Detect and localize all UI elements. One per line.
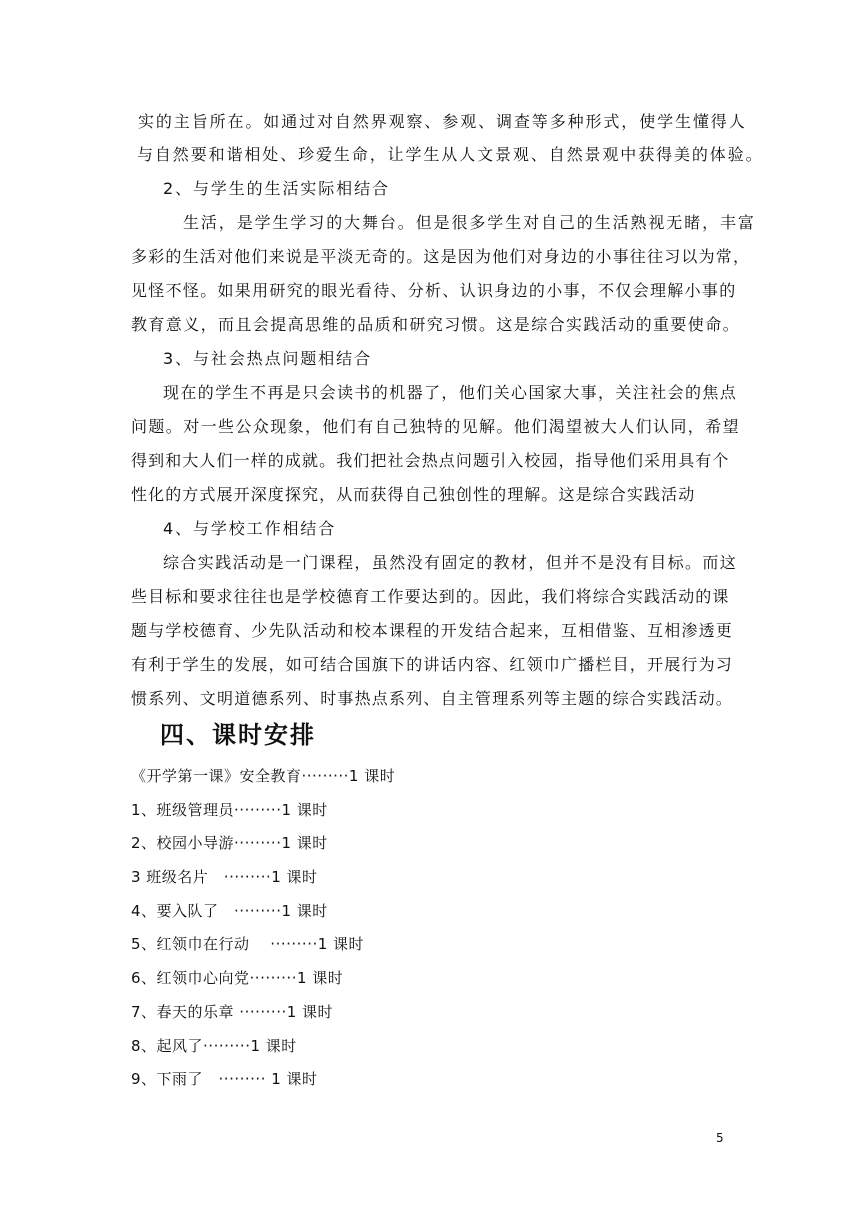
body-line-1: 实的主旨所在。如通过对自然界观察、参观、调查等多种形式，使学生懂得人	[138, 112, 747, 131]
schedule-item-0: 《开学第一课》安全教育·········1 课时	[131, 767, 396, 785]
body-line-9: 现在的学生不再是只会读书的机器了，他们关心国家大事，关注社会的焦点	[163, 383, 738, 402]
schedule-item-8: 8、起风了·········1 课时	[131, 1037, 297, 1055]
body-line-12: 性化的方式展开深度探究，从而获得自己独创性的理解。这是综合实践活动	[131, 485, 696, 504]
body-line-14: 综合实践活动是一门课程，虽然没有固定的教材，但并不是没有目标。而这	[163, 553, 738, 572]
schedule-item-9: 9、下雨了 ········· 1 课时	[131, 1070, 318, 1088]
body-line-4: 生活，是学生学习的大舞台。但是很多学生对自己的生活熟视无睹，丰富	[183, 213, 756, 232]
subheading-life-practice: 2、与学生的生活实际相结合	[163, 179, 390, 198]
schedule-item-5: 5、红领巾在行动 ·········1 课时	[131, 935, 365, 953]
body-line-17: 有利于学生的发展，如可结合国旗下的讲话内容、红领巾广播栏目，开展行为习	[131, 655, 734, 674]
body-line-5: 多彩的生活对他们来说是平淡无奇的。这是因为他们对身边的小事往往习以为常，	[131, 247, 751, 266]
subheading-school-work: 4、与学校工作相结合	[163, 519, 337, 538]
schedule-item-6: 6、红领巾心向党·········1 课时	[131, 969, 344, 987]
schedule-item-7: 7、春天的乐章 ·········1 课时	[131, 1003, 334, 1021]
body-line-16: 题与学校德育、少先队活动和校本课程的开发结合起来，互相借鉴、互相渗透更	[131, 621, 734, 640]
schedule-item-1: 1、班级管理员·········1 课时	[131, 801, 328, 819]
subheading-social-hotspot: 3、与社会热点问题相结合	[163, 349, 372, 368]
section-heading-schedule: 四、课时安排	[160, 721, 316, 749]
body-line-7: 教育意义，而且会提高思维的品质和研究习惯。这是综合实践活动的重要使命。	[131, 315, 741, 334]
page-number: 5	[716, 1131, 724, 1145]
body-line-10: 问题。对一些公众现象，他们有自己独特的见解。他们渴望被大人们认同，希望	[131, 417, 741, 436]
body-line-15: 些目标和要求往往也是学校德育工作要达到的。因此，我们将综合实践活动的课	[131, 587, 730, 606]
schedule-item-2: 2、校园小导游·········1 课时	[131, 834, 328, 852]
schedule-item-3: 3 班级名片 ·········1 课时	[131, 868, 318, 886]
body-line-2: 与自然要和谐相处、珍爱生命，让学生从人文景观、自然景观中获得美的体验。	[137, 145, 764, 164]
body-line-18: 惯系列、文明道德系列、时事热点系列、自主管理系列等主题的综合实践活动。	[131, 689, 734, 708]
schedule-item-4: 4、要入队了 ·········1 课时	[131, 902, 328, 920]
body-line-6: 见怪不怪。如果用研究的眼光看待、分析、认识身边的小事，不仅会理解小事的	[131, 281, 737, 300]
body-line-11: 得到和大人们一样的成就。我们把社会热点问题引入校园，指导他们采用具有个	[131, 451, 730, 470]
